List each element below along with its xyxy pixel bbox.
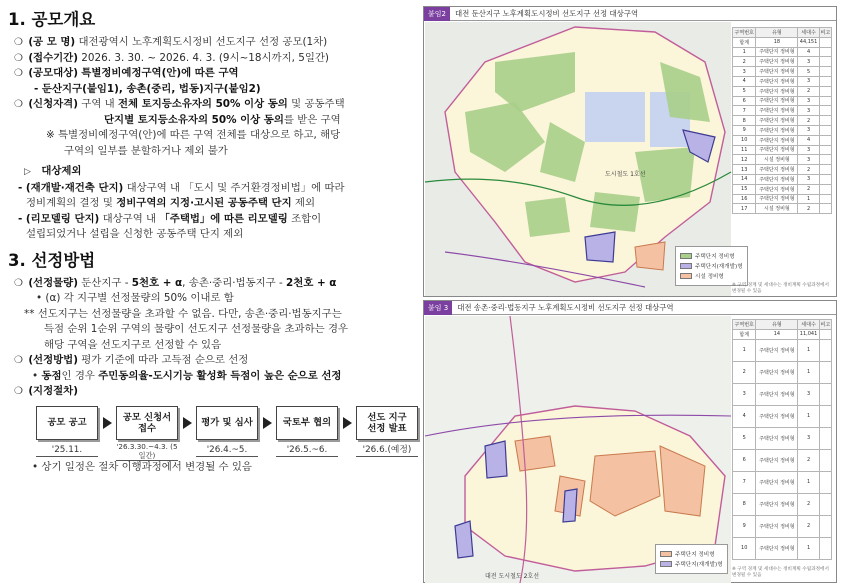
table-cell: 주택단지 정비형 (756, 493, 798, 515)
table-cell: 12 (733, 155, 756, 165)
table-cell: 2 (798, 449, 819, 471)
table-cell: 주택단지 정비형 (756, 135, 798, 145)
table-row (733, 155, 832, 165)
table-row (733, 106, 832, 116)
panel-title: 대전 송촌·중리·법동지구 노후계획도시정비 선도지구 선정 대상구역 (457, 303, 674, 312)
panel-title-bar (424, 7, 836, 21)
table-cell: 3 (798, 106, 819, 116)
circle-bullet-icon: ❍ (14, 37, 23, 48)
table-cell: 1 (798, 339, 819, 361)
circle-bullet-icon: ❍ (14, 68, 23, 79)
table-cell: 4 (733, 405, 756, 427)
map-label: 대전 도시철도 2호선 (485, 573, 540, 580)
table-cell: 주택단지 정비형 (756, 405, 798, 427)
table-row (733, 361, 832, 383)
table-cell: 시설 정비형 (756, 155, 798, 165)
exclude-item-redevelopment-line-2: 정비계획의 결정 및 정비구역의 지정·고시된 공동주택 단지 제외 (26, 197, 316, 209)
selection-volume: ❍ (선정물량) 둔산지구 - 5천호 + α, 송촌·중리·법동지구 - 2천호 + α (6, 276, 418, 292)
exclude-item-remodeling: - (리모델링 단지) 대상구역 내 「주택법」에 따른 리모델링 조합이 (18, 212, 322, 225)
table-cell (819, 86, 831, 96)
table-cell: 3 (798, 383, 819, 405)
table-row (733, 125, 832, 135)
legend-swatch (680, 263, 692, 269)
table-cell: 주택단지 정비형 (756, 339, 798, 361)
table-cell: 2 (733, 361, 756, 383)
table-cell: 주택단지 정비형 (756, 427, 798, 449)
table-cell: 10 (733, 537, 756, 559)
table-cell: 3 (798, 57, 819, 67)
table-row (733, 184, 832, 194)
flow-date: '26.4.~5. (196, 444, 258, 457)
table-cell: 주택단지 정비형 (756, 383, 798, 405)
table-cell: 15 (733, 184, 756, 194)
table-row (733, 493, 832, 515)
exclude-heading: ▷ 대상제외 (6, 164, 418, 181)
table-row (733, 383, 832, 405)
table-cell: 3 (733, 383, 756, 405)
table-cell: 16 (733, 194, 756, 204)
district-map (425, 22, 743, 295)
table-cell: 1 (798, 194, 819, 204)
legend-item: 주택단지 정비형 (680, 252, 743, 260)
table-row (733, 57, 832, 67)
flow-date: '25.11. (36, 444, 98, 457)
table-cell: 3 (733, 67, 756, 77)
table-cell (819, 427, 831, 449)
flow-date: '26.5.~6. (276, 444, 338, 457)
table-cell: 주택단지 정비형 (756, 76, 798, 86)
legend-item: 주택단지(재개발)형 (680, 262, 743, 270)
table-cell: 3 (798, 96, 819, 106)
flow-step-announcement-final: 선도 지구 선정 발표 (356, 406, 418, 440)
legend-item: 시설 정비형 (680, 272, 743, 280)
district-map (425, 316, 731, 581)
table-cell (819, 537, 831, 559)
map-graphic (425, 316, 731, 583)
selection-method: ❍ (선정방법) 평가 기준에 따라 고득점 순으로 선정 (6, 353, 418, 369)
table-row (733, 76, 832, 86)
table-total-row: 합계 14 11,041 (733, 329, 832, 339)
table-cell (819, 155, 831, 165)
table-cell (819, 361, 831, 383)
legend-swatch (660, 561, 672, 567)
table-cell: 3 (798, 427, 819, 449)
table-cell (819, 449, 831, 471)
circle-bullet-icon: ❍ (14, 277, 23, 289)
table-cell: 주택단지 정비형 (756, 184, 798, 194)
arrow-right-icon (263, 417, 273, 429)
table-row (733, 96, 832, 106)
table-cell: 주택단지 정비형 (756, 57, 798, 67)
legend-swatch (680, 253, 692, 259)
flow-step-application: 공모 신청서 접수 (116, 406, 178, 440)
district-table (732, 319, 832, 560)
table-cell: 4 (733, 76, 756, 86)
table-cell: 2 (798, 515, 819, 537)
table-row (733, 537, 832, 559)
exclude-item-redevelopment: - (재개발·재건축 단지) 대상구역 내 「도시 및 주거환경정비법」에 따라 (18, 181, 345, 194)
table-cell: 2 (798, 86, 819, 96)
table-cell: 4 (798, 135, 819, 145)
table-cell: 1 (798, 361, 819, 383)
table-cell: 5 (733, 86, 756, 96)
overview-item-period: ❍ (접수기간) 2026. 3. 30. ~ 2026. 4. 3. (9시~18시까지, 5일간) (6, 51, 418, 67)
legend-item: 주택단지(재개발)형 (660, 560, 723, 568)
table-cell (819, 57, 831, 67)
panel-title-bar (424, 301, 836, 315)
legend-swatch (680, 273, 692, 279)
arrow-right-icon (103, 417, 113, 429)
star-note-line-1: ** 선도지구는 선정물량을 초과할 수 없음. 다만, 송촌·중리·법동지구는 (24, 307, 342, 320)
schedule-footnote: • 상기 일정은 절차 이행과정에서 변경될 수 있음 (32, 460, 252, 473)
table-footnote: ※ 구역 경계 및 세대수는 정비계획 수립과정에서 변경될 수 있음 (732, 567, 829, 578)
table-cell: 9 (733, 125, 756, 135)
table-cell: 주택단지 정비형 (756, 174, 798, 184)
procedure-flow (36, 406, 418, 464)
table-cell (819, 125, 831, 135)
table-row (733, 145, 832, 155)
alpha-note: • (α) 각 지구별 선정물량의 50% 이내로 함 (36, 292, 234, 304)
table-cell (819, 339, 831, 361)
table-cell: 주택단지 정비형 (756, 361, 798, 383)
table-cell: 7 (733, 106, 756, 116)
table-cell: 주택단지 정비형 (756, 145, 798, 155)
table-cell (819, 184, 831, 194)
table-cell: 3 (798, 155, 819, 165)
map-label: 도시철도 1호선 (605, 171, 646, 178)
qualification-line-2: 단지별 토지등소유자의 50% 이상 동의를 받은 구역 (104, 113, 341, 126)
attachment-map-dunsan (423, 6, 837, 297)
table-cell (819, 165, 831, 175)
star-note-line-3: 해당 구역을 선도지구로 선정할 수 있음 (44, 338, 222, 351)
circle-bullet-icon: ❍ (14, 386, 23, 397)
table-row (733, 86, 832, 96)
table-cell (819, 174, 831, 184)
table-header-row: 구역번호 유형 세대수 비고 (733, 28, 832, 38)
flow-step-review: 평가 및 심사 (196, 406, 258, 440)
table-header-row: 구역번호 유형 세대수 비고 (733, 320, 832, 330)
arrow-right-icon (183, 417, 193, 429)
overview-item-target: ❍ (공모대상) 특별정비예정구역(안)에 따른 구역 (6, 66, 418, 82)
table-body (733, 339, 832, 559)
document-text-column (6, 4, 418, 584)
exclude-item-remodeling-line-2: 설립되었거나 설립을 신청한 공동주택 단지 제외 (26, 228, 244, 240)
table-row (733, 174, 832, 184)
triangle-bullet-icon: ▷ (24, 167, 31, 177)
table-row (733, 449, 832, 471)
table-cell: 2 (798, 116, 819, 126)
circle-bullet-icon: ❍ (14, 99, 23, 110)
table-cell: 2 (798, 165, 819, 175)
table-row (733, 116, 832, 126)
table-row (733, 47, 832, 57)
overview-item-qualification: ❍ (신청자격) 구역 내 전체 토지등소유자의 50% 이상 동의 및 공동주택 (6, 97, 418, 113)
arrow-right-icon (343, 417, 353, 429)
attachment-map-songchon (423, 300, 837, 583)
table-cell: 8 (733, 116, 756, 126)
district-table (732, 27, 832, 214)
table-cell (819, 47, 831, 57)
table-cell: 주택단지 정비형 (756, 125, 798, 135)
table-row (733, 515, 832, 537)
table-cell (819, 405, 831, 427)
table-cell: 8 (733, 493, 756, 515)
table-cell: 1 (798, 405, 819, 427)
designation-procedure: ❍ (지정절차) (6, 384, 418, 400)
table-cell: 11 (733, 145, 756, 155)
overview-item-name: ❍ (공 모 명) 대전광역시 노후계획도시정비 선도지구 선정 공모(1차) (6, 35, 418, 51)
table-cell (819, 145, 831, 155)
table-footnote: ※ 구역 경계 및 세대수는 정비계획 수립과정에서 변경될 수 있음 (732, 283, 829, 294)
table-cell: 6 (733, 449, 756, 471)
table-cell (819, 194, 831, 204)
table-cell (819, 116, 831, 126)
table-row (733, 405, 832, 427)
table-cell: 13 (733, 165, 756, 175)
table-total-row: 합계 18 44,151 (733, 37, 832, 47)
table-cell (819, 135, 831, 145)
flow-step-announcement: 공모 공고 (36, 406, 98, 440)
table-row (733, 427, 832, 449)
section-title-selection: 3. 선정방법 (8, 250, 96, 270)
table-cell: 5 (733, 427, 756, 449)
map-legend (655, 544, 728, 574)
table-cell: 10 (733, 135, 756, 145)
table-row (733, 471, 832, 493)
table-cell: 주택단지 정비형 (756, 165, 798, 175)
flow-date: '26.6.(예정) (356, 444, 418, 457)
table-cell: 4 (798, 47, 819, 57)
table-cell (819, 96, 831, 106)
panel-title: 대전 둔산지구 노후계획도시정비 선도지구 선정 대상구역 (454, 9, 639, 18)
table-cell: 1 (733, 339, 756, 361)
table-cell (819, 471, 831, 493)
flow-step-consultation: 국토부 협의 (276, 406, 338, 440)
table-cell: 2 (798, 493, 819, 515)
table-cell: 주택단지 정비형 (756, 116, 798, 126)
table-row (733, 165, 832, 175)
table-cell: 주택단지 정비형 (756, 96, 798, 106)
note-line-2: 구역의 일부를 분할하거나 제외 불가 (64, 144, 228, 157)
table-cell: 3 (798, 76, 819, 86)
attachment-tag: 붙임2 (424, 7, 450, 21)
note-line-1: ※ 특별정비예정구역(안)에 따른 구역 전체를 대상으로 하고, 해당 (46, 129, 341, 141)
table-row (733, 339, 832, 361)
table-cell (819, 383, 831, 405)
table-cell: 1 (733, 47, 756, 57)
table-cell (819, 106, 831, 116)
circle-bullet-icon: ❍ (14, 52, 23, 64)
table-cell: 주택단지 정비형 (756, 537, 798, 559)
flow-date: '26.3.30.~4.3. (5일간) (116, 441, 178, 460)
table-cell: 7 (733, 471, 756, 493)
table-cell: 3 (798, 174, 819, 184)
table-cell (819, 67, 831, 77)
table-cell: 14 (733, 174, 756, 184)
table-cell: 주택단지 정비형 (756, 47, 798, 57)
table-cell: 시설 정비형 (756, 204, 798, 214)
table-row (733, 194, 832, 204)
table-cell (819, 76, 831, 86)
table-cell: 9 (733, 515, 756, 537)
table-row (733, 204, 832, 214)
table-cell: 17 (733, 204, 756, 214)
circle-bullet-icon: ❍ (14, 355, 23, 366)
legend-swatch (660, 551, 672, 557)
table-cell: 5 (798, 67, 819, 77)
table-row (733, 135, 832, 145)
target-districts: - 둔산지구(붙임1), 송촌(중리, 법동)지구(붙임2) (34, 82, 261, 95)
table-cell (819, 493, 831, 515)
table-cell: 주택단지 정비형 (756, 106, 798, 116)
table-cell: 1 (798, 471, 819, 493)
table-cell: 1 (798, 537, 819, 559)
table-cell: 6 (733, 96, 756, 106)
table-cell (819, 204, 831, 214)
legend-item: 주택단지 정비형 (660, 550, 723, 558)
table-cell (819, 515, 831, 537)
map-legend (675, 246, 748, 286)
table-cell: 2 (798, 204, 819, 214)
tie-break-rule: • 동점인 경우 주민동의율-도시기능 활성화 득점이 높은 순으로 선정 (32, 369, 342, 382)
table-cell: 주택단지 정비형 (756, 86, 798, 96)
table-cell: 주택단지 정비형 (756, 67, 798, 77)
table-body (733, 47, 832, 214)
section-title-overview: 1. 공모개요 (8, 10, 96, 29)
table-cell: 3 (798, 145, 819, 155)
star-note-line-2: 득점 순위 1순위 구역의 물량이 선도지구 선정물량을 초과하는 경우 (44, 323, 349, 335)
table-cell: 주택단지 정비형 (756, 449, 798, 471)
table-cell: 2 (798, 184, 819, 194)
table-cell: 2 (733, 57, 756, 67)
table-cell: 주택단지 정비형 (756, 515, 798, 537)
table-cell: 주택단지 정비형 (756, 194, 798, 204)
table-row (733, 67, 832, 77)
table-cell: 주택단지 정비형 (756, 471, 798, 493)
attachment-tag: 붙임 3 (424, 301, 452, 315)
table-cell: 3 (798, 125, 819, 135)
